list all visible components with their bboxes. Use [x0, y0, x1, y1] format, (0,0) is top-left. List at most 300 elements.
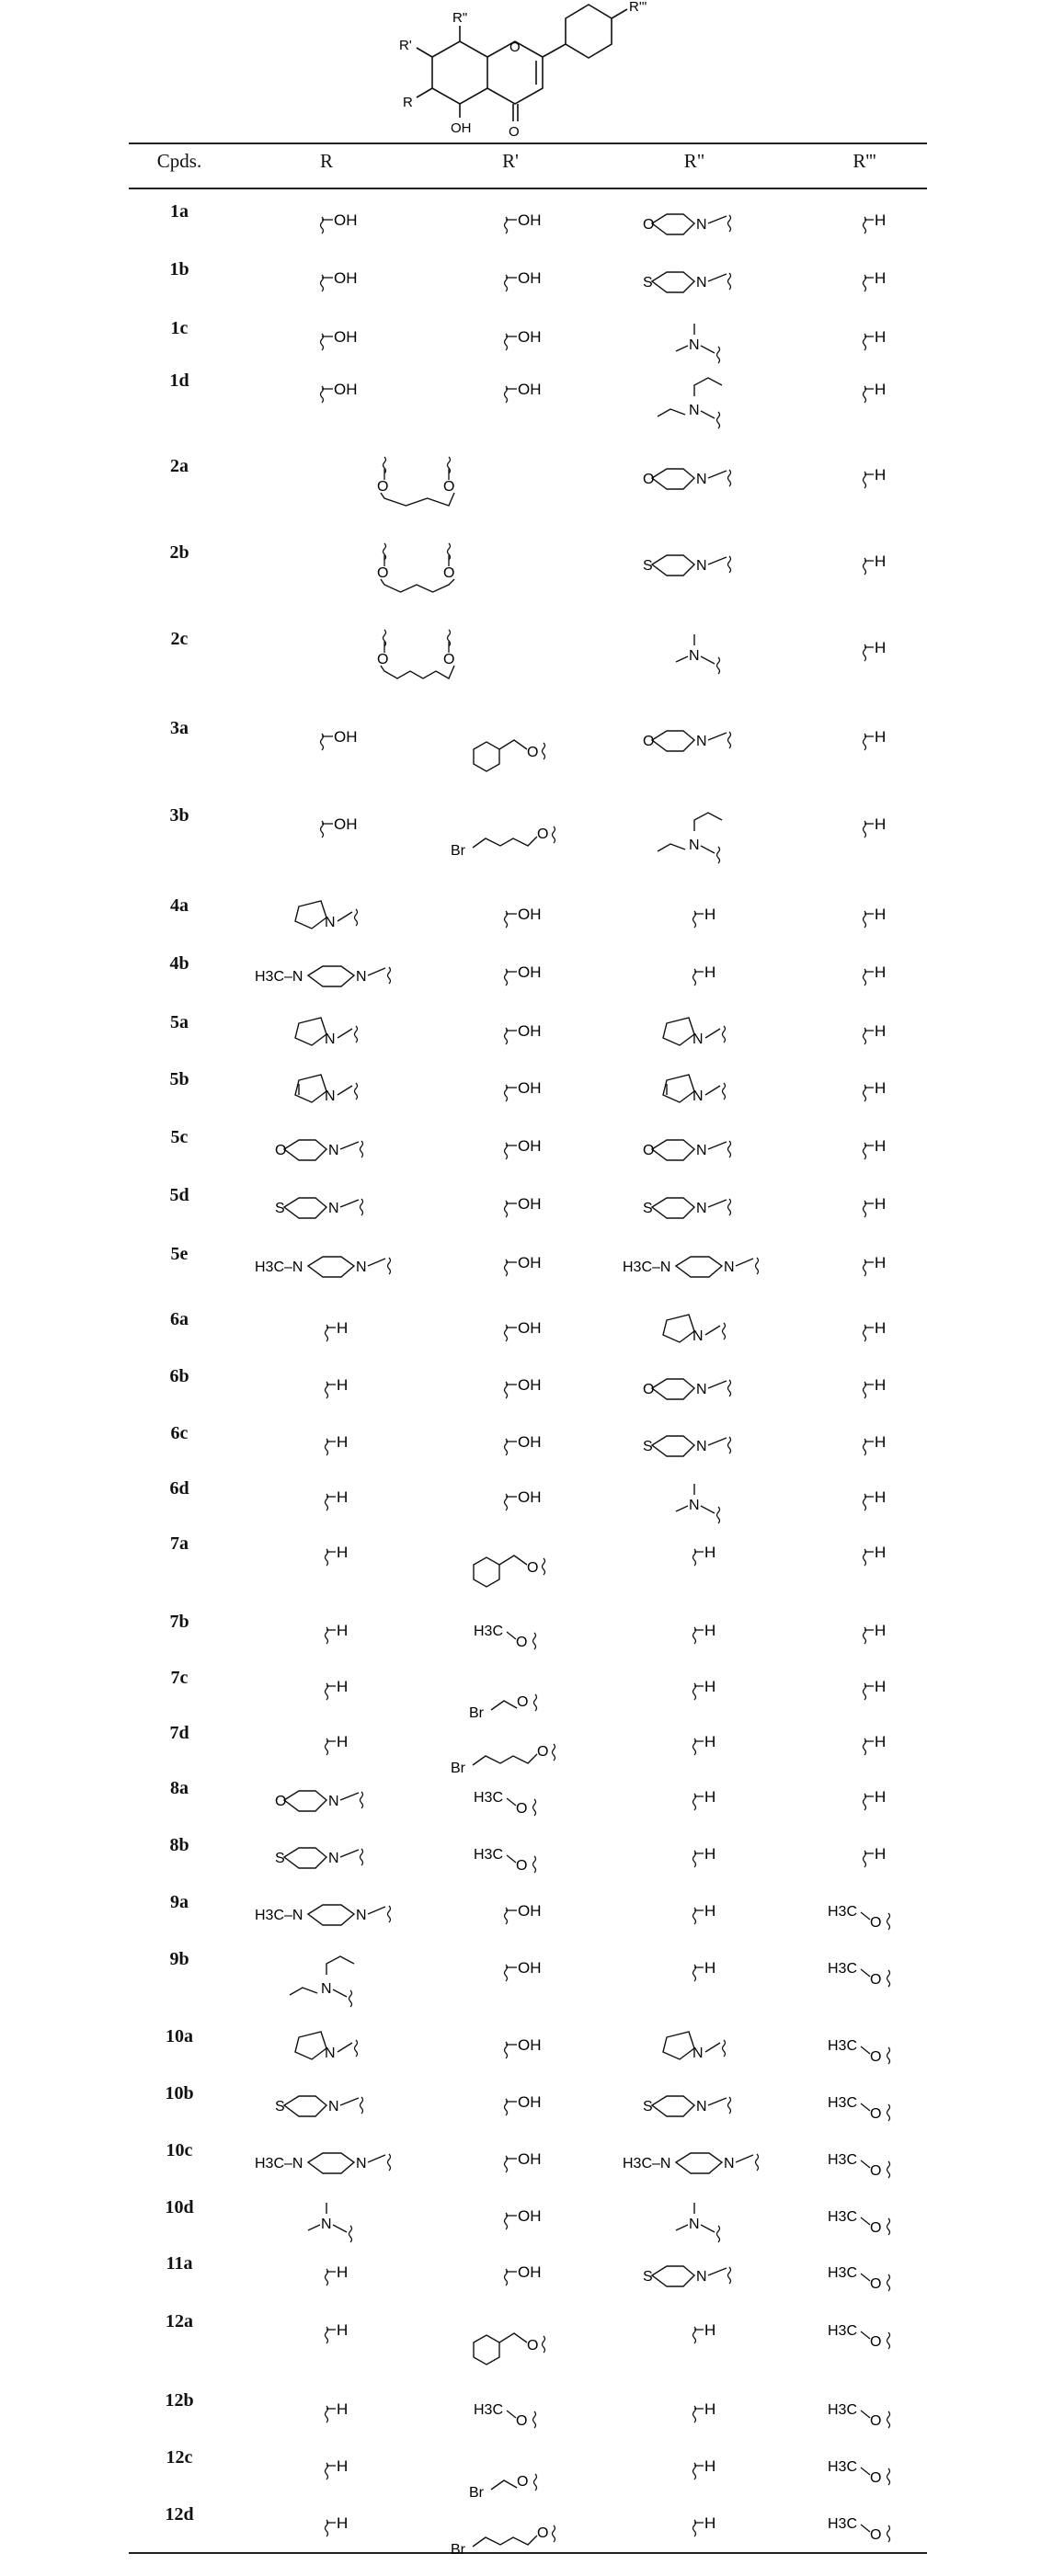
cell-r1-OH [460, 1892, 552, 1938]
o-atom: O [443, 652, 455, 667]
h-label: H [704, 1845, 716, 1863]
o-atom: O [870, 2163, 882, 2179]
compound-id: 12a [166, 2311, 193, 2331]
o-atom: O [443, 479, 455, 495]
h-label: H [875, 466, 887, 484]
cell-r2-H [648, 1835, 731, 1881]
n-atom: N [325, 2046, 336, 2061]
cell-r-thiomorph [253, 2083, 391, 2138]
cell-r2-H [648, 1778, 731, 1824]
h3c-label: H3C [828, 2323, 858, 2339]
n-atom: N [696, 1143, 707, 1158]
h-label: H [704, 2321, 716, 2339]
oh-label: OH [518, 1022, 542, 1040]
h-label: H [875, 1845, 887, 1863]
cell-r2-H [648, 895, 731, 941]
cell-r-H [280, 2390, 363, 2436]
o-atom: O [870, 2049, 882, 2065]
n-atom: N [696, 217, 707, 233]
h-label: H [704, 1959, 716, 1977]
compound-id: 1a [170, 201, 189, 222]
h-label: H [337, 2321, 349, 2339]
cell-r-pyrr [271, 895, 382, 951]
cell-r3-ome [809, 2140, 910, 2195]
cell-r3-ome [809, 2311, 910, 2366]
cell-r-morph [253, 1778, 391, 1833]
cell-r1-OH [460, 1366, 552, 1412]
h-label: H [337, 1733, 349, 1750]
h3c-n-label: H3C–N [623, 1260, 671, 1275]
h-label: H [337, 2400, 349, 2418]
cell-r3-H [818, 718, 901, 764]
h-label: H [875, 815, 887, 833]
o-atom: O [275, 1143, 287, 1158]
cell-r-morph [253, 1127, 391, 1182]
h-label: H [337, 1488, 349, 1506]
cell-r-H [280, 1612, 363, 1658]
h3c-label: H3C [474, 1847, 504, 1863]
s-atom: S [275, 1851, 285, 1866]
cell-r2-morph [621, 1366, 759, 1421]
cell-r3-H [818, 1723, 901, 1769]
cell-r3-ome [809, 2083, 910, 2138]
cell-r-H [280, 1478, 363, 1524]
cell-r-OH [276, 718, 368, 764]
oh-label: OH [518, 963, 542, 981]
cell-r-span2 [340, 533, 487, 616]
o-atom: O [643, 1382, 655, 1397]
n-atom: N [689, 403, 700, 418]
n-atom: N [696, 472, 707, 487]
cell-r1-OH [460, 1949, 552, 1995]
cell-r3-H [818, 1778, 901, 1824]
cell-r3-H [818, 1533, 901, 1579]
compound-id: 6d [169, 1478, 189, 1499]
h-label: H [704, 1902, 716, 1920]
cell-r-OH [276, 805, 368, 851]
h-label: H [875, 906, 887, 923]
o-atom: O [870, 2106, 882, 2122]
oh-label: OH [518, 2093, 542, 2111]
n-atom: N [696, 2099, 707, 2114]
cell-r3-H [818, 629, 901, 675]
scaffold-r3: R''' [629, 0, 647, 15]
oh-label: OH [334, 211, 358, 229]
cell-r2-H [648, 2504, 731, 2550]
s-atom: S [275, 1201, 285, 1216]
cell-r-pyrr [271, 2026, 382, 2081]
compound-id: 5c [170, 1127, 189, 1147]
cell-r3-H [818, 456, 901, 502]
h-label: H [704, 963, 716, 981]
cell-r1-OH [460, 1309, 552, 1355]
cell-r1-OH [460, 1012, 552, 1058]
cell-r3-ome [809, 2390, 910, 2445]
br-atom: Br [451, 1761, 465, 1776]
cell-r-H [280, 1533, 363, 1579]
s-atom: S [643, 275, 653, 291]
h-label: H [337, 2457, 349, 2475]
cell-r1-OH [460, 1127, 552, 1173]
cell-r1-OH [460, 370, 552, 416]
cell-r1-OH [460, 895, 552, 941]
cell-r2-H [648, 2447, 731, 2493]
cell-r3-H [818, 1423, 901, 1469]
cell-r2-thiomorph [621, 542, 759, 598]
o-atom: O [870, 2220, 882, 2236]
h3c-label: H3C [474, 1624, 504, 1639]
h3c-label: H3C [828, 2038, 858, 2054]
oh-label: OH [518, 381, 542, 398]
oh-label: OH [518, 2263, 542, 2281]
cell-r3-ome [809, 2447, 910, 2502]
compound-id: 1c [170, 318, 189, 338]
n-atom: N [328, 1201, 339, 1216]
cell-r1-obret [451, 2455, 561, 2519]
compound-id: 5d [169, 1185, 189, 1205]
s-atom: S [643, 2269, 653, 2285]
h3c-label: H3C [828, 1904, 858, 1920]
cell-r2-thiomorph [621, 1423, 759, 1478]
n-atom: N [356, 969, 367, 985]
oh-label: OH [518, 2207, 542, 2225]
n-atom: N [696, 1439, 707, 1454]
compound-id: 4b [169, 953, 189, 974]
h3c-n-label: H3C–N [255, 1908, 303, 1923]
cell-r-H [280, 2504, 363, 2550]
n-atom: N [724, 2156, 735, 2171]
n-atom: N [356, 1260, 367, 1275]
cell-r3-H [818, 1012, 901, 1058]
cell-r3-ome [809, 2026, 910, 2081]
o-atom: O [377, 565, 389, 581]
s-atom: S [643, 1201, 653, 1216]
cell-r1-OH [460, 259, 552, 305]
o-atom: O [643, 1143, 655, 1158]
cell-r-OH [276, 318, 368, 364]
oh-label: OH [518, 1319, 542, 1337]
cell-r2-morph [621, 1127, 759, 1182]
h-label: H [875, 1376, 887, 1394]
cell-r2-H [648, 2390, 731, 2436]
n-atom: N [689, 648, 700, 664]
cell-r-npr2 [271, 1953, 382, 2023]
h-label: H [875, 639, 887, 656]
o-atom: O [443, 565, 455, 581]
h3c-label: H3C [828, 2095, 858, 2111]
compound-id: 4a [170, 895, 189, 916]
h-label: H [704, 1733, 716, 1750]
cell-r1-obn [446, 727, 566, 792]
h3c-label: H3C [828, 2402, 858, 2418]
cell-r3-H [818, 1185, 901, 1231]
cell-r2-thiomorph [621, 1185, 759, 1240]
h-label: H [875, 1433, 887, 1451]
cell-r3-H [818, 953, 901, 999]
cell-r-H [280, 1309, 363, 1355]
oh-label: OH [518, 1433, 542, 1451]
cell-r2-H [648, 953, 731, 999]
o-atom: O [537, 2525, 549, 2541]
n-atom: N [356, 1908, 367, 1923]
oh-label: OH [334, 815, 358, 833]
h-label: H [875, 1195, 887, 1213]
compound-id: 6b [169, 1366, 189, 1386]
oh-label: OH [334, 381, 358, 398]
s-atom: S [643, 2099, 653, 2114]
h3c-n-label: H3C–N [255, 969, 303, 985]
header-r1: R' [502, 150, 519, 172]
cell-r3-H [818, 1612, 901, 1658]
compound-id: 10d [165, 2197, 194, 2217]
cell-r3-H [818, 259, 901, 305]
n-atom: N [692, 2046, 704, 2061]
h3c-label: H3C [828, 1961, 858, 1977]
cell-r-OH [276, 259, 368, 305]
o-atom: O [870, 2276, 882, 2292]
h-label: H [875, 211, 887, 229]
cell-r1-OH [460, 201, 552, 247]
cell-r2-pyrr [639, 1012, 750, 1067]
cell-r-H [280, 1723, 363, 1769]
compound-id: 8b [169, 1835, 189, 1855]
s-atom: S [643, 558, 653, 574]
cell-r3-H [818, 1366, 901, 1412]
cell-r1-OH [460, 2140, 552, 2186]
cell-r2-morph [621, 201, 759, 256]
cell-r2-H [648, 1612, 731, 1658]
compound-id: 11a [166, 2253, 193, 2274]
header-r: R [319, 150, 333, 172]
h-label: H [337, 1376, 349, 1394]
compound-id: 10a [166, 2026, 193, 2046]
h-label: H [704, 2514, 716, 2532]
o-atom: O [870, 2470, 882, 2486]
h3c-label: H3C [828, 2265, 858, 2281]
n-atom: N [356, 2156, 367, 2171]
cell-r-mepip [253, 1244, 418, 1299]
n-atom: N [328, 1794, 339, 1809]
o-atom: O [643, 217, 655, 233]
compound-id: 7b [169, 1612, 189, 1632]
cell-r3-ome [809, 1949, 910, 2004]
cell-r3-H [818, 1127, 901, 1173]
o-atom: O [870, 2527, 882, 2543]
cell-r1-OH [460, 318, 552, 364]
o-atom: O [527, 745, 539, 760]
cell-r1-OH [460, 2083, 552, 2129]
h-label: H [704, 2457, 716, 2475]
compound-id: 7c [170, 1668, 189, 1688]
n-atom: N [689, 337, 700, 353]
h-label: H [875, 553, 887, 570]
br-atom: Br [451, 843, 465, 859]
n-atom: N [696, 1382, 707, 1397]
n-atom: N [696, 2269, 707, 2285]
cell-r3-H [818, 1069, 901, 1115]
h3c-label: H3C [474, 1790, 504, 1806]
compound-id: 2a [170, 456, 189, 476]
scaffold-oh: OH [451, 120, 472, 136]
compound-id: 9b [169, 1949, 189, 1969]
compound-id: 5b [169, 1069, 189, 1089]
cell-r2-H [648, 2311, 731, 2357]
cell-r-H [280, 1668, 363, 1714]
o-atom: O [537, 1744, 549, 1760]
scaffold-r: R [403, 95, 413, 110]
h3c-n-label: H3C–N [255, 1260, 303, 1275]
cell-r3-H [818, 542, 901, 588]
h-label: H [875, 1022, 887, 1040]
h-label: H [875, 1319, 887, 1337]
oh-label: OH [518, 1137, 542, 1155]
oh-label: OH [334, 328, 358, 346]
n-atom: N [325, 915, 336, 930]
h3c-label: H3C [474, 2402, 504, 2418]
h-label: H [337, 1622, 349, 1639]
compound-id: 1b [169, 259, 189, 279]
cell-r2-H [648, 1949, 731, 1995]
o-atom: O [516, 1801, 528, 1817]
oh-label: OH [518, 1195, 542, 1213]
cell-r-span3 [340, 620, 487, 702]
h-label: H [704, 1622, 716, 1639]
s-atom: S [275, 2099, 285, 2114]
o-atom: O [537, 826, 549, 842]
cell-r3-ome [809, 2197, 910, 2252]
o-atom: O [275, 1794, 287, 1809]
cell-r2-thiomorph [621, 2253, 759, 2308]
compound-id: 3a [170, 718, 189, 738]
cell-r-pyrr [271, 1012, 382, 1067]
cell-r3-H [818, 370, 901, 416]
h-label: H [875, 1678, 887, 1695]
h3c-label: H3C [828, 2516, 858, 2532]
n-atom: N [692, 1328, 704, 1344]
cell-r1-OH [460, 1185, 552, 1231]
compound-id: 8a [170, 1778, 189, 1798]
oh-label: OH [334, 728, 358, 746]
cell-r2-morph [621, 718, 759, 773]
n-atom: N [696, 734, 707, 749]
s-atom: S [643, 1439, 653, 1454]
h-label: H [875, 728, 887, 746]
cell-r-thiomorph [253, 1185, 391, 1240]
br-atom: Br [469, 1705, 484, 1721]
n-atom: N [692, 1089, 704, 1104]
cell-r-mepip [253, 1892, 418, 1947]
scaffold-r1: R' [399, 38, 412, 53]
compound-id: 12c [166, 2447, 193, 2468]
oh-label: OH [518, 2036, 542, 2054]
cell-r2-npr2 [639, 374, 750, 444]
oh-label: OH [518, 1254, 542, 1271]
o-atom: O [517, 2474, 529, 2490]
scaffold-o-ring: O [509, 40, 521, 55]
h-label: H [704, 1544, 716, 1561]
o-atom: O [527, 2338, 539, 2354]
h-label: H [337, 1319, 349, 1337]
cell-r-H [280, 2253, 363, 2299]
cell-r2-nme2 [639, 631, 750, 695]
cell-r1-obn [446, 1543, 566, 1607]
cell-r-mepip [253, 2140, 418, 2195]
cell-r-H [280, 1423, 363, 1469]
h-label: H [875, 269, 887, 287]
oh-label: OH [518, 1376, 542, 1394]
header-r2: R" [683, 150, 705, 172]
cell-r1-ome [455, 1835, 556, 1890]
n-atom: N [696, 558, 707, 574]
cell-r1-obrbu [432, 813, 579, 877]
compound-id: 2b [169, 542, 189, 563]
compound-id: 5e [170, 1244, 189, 1264]
n-atom: N [724, 1260, 735, 1275]
n-atom: N [689, 838, 700, 853]
h-label: H [337, 1678, 349, 1695]
compound-id: 5a [170, 1012, 189, 1032]
o-atom: O [870, 2413, 882, 2429]
cell-r1-ome [455, 1612, 556, 1667]
cell-r3-H [818, 318, 901, 364]
h-label: H [875, 1488, 887, 1506]
cell-r3-H [818, 201, 901, 247]
o-atom: O [516, 1858, 528, 1874]
n-atom: N [321, 2217, 332, 2232]
compound-id: 9a [170, 1892, 189, 1912]
compound-id: 6a [170, 1309, 189, 1329]
cell-r-thiomorph [253, 1835, 391, 1890]
h-label: H [875, 1733, 887, 1750]
oh-label: OH [518, 328, 542, 346]
oh-label: OH [518, 906, 542, 923]
compound-id: 1d [169, 370, 189, 391]
n-atom: N [696, 275, 707, 291]
o-atom: O [643, 734, 655, 749]
cell-r-H [280, 2447, 363, 2493]
cell-r-mepip [253, 953, 418, 1009]
n-atom: N [689, 2217, 700, 2232]
h3c-label: H3C [828, 2209, 858, 2225]
cell-r3-H [818, 895, 901, 941]
compound-id: 10b [165, 2083, 194, 2103]
h-label: H [875, 963, 887, 981]
compound-id: 2c [170, 629, 189, 649]
br-atom: Br [469, 2485, 484, 2501]
o-atom: O [870, 1915, 882, 1931]
h-label: H [337, 2263, 349, 2281]
n-atom: N [321, 1981, 332, 1997]
cell-r2-pyrr [639, 1309, 750, 1364]
h-label: H [875, 1137, 887, 1155]
cell-r1-OH [460, 2026, 552, 2072]
oh-label: OH [518, 269, 542, 287]
h-label: H [875, 1788, 887, 1806]
cell-r2-thiomorph [621, 2083, 759, 2138]
cell-r-pyrroline [271, 1069, 382, 1124]
o-atom: O [517, 1694, 529, 1710]
cell-r1-OH [460, 1478, 552, 1524]
o-atom: O [870, 2334, 882, 2350]
cell-r2-H [648, 1533, 731, 1579]
h-label: H [337, 1544, 349, 1561]
n-atom: N [328, 2099, 339, 2114]
cell-r2-pyrroline [639, 1069, 750, 1124]
h-label: H [704, 2400, 716, 2418]
n-atom: N [328, 1143, 339, 1158]
n-atom: N [696, 1201, 707, 1216]
cell-r3-H [818, 1668, 901, 1714]
